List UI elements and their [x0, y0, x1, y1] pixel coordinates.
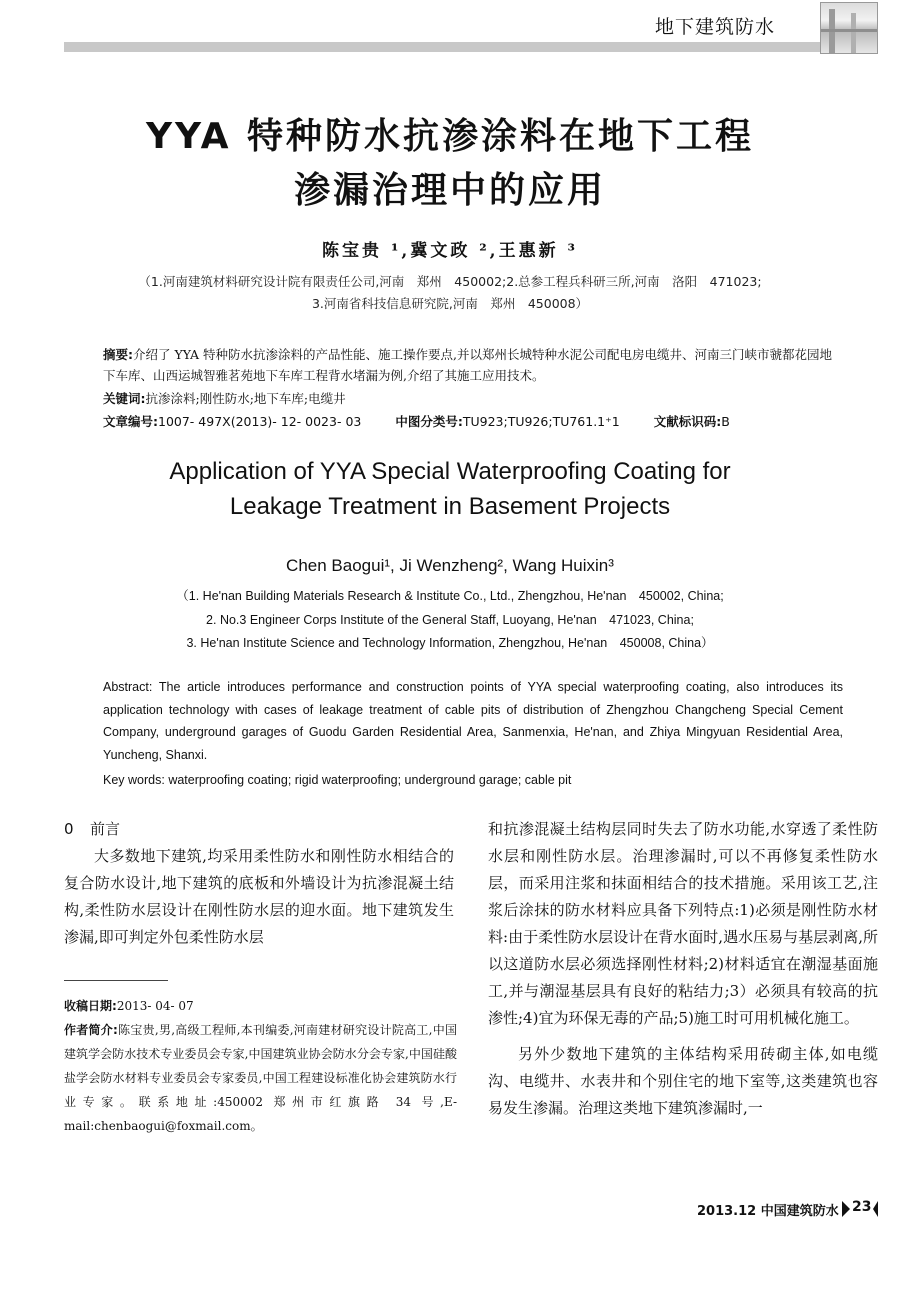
footer-arrow-end-icon	[873, 1201, 878, 1217]
affiliation-cn-line-1: （1.河南建筑材料研究设计院有限责任公司,河南 郑州 450002;2.总参工程兵科研三所,河南 洛阳 471023;	[138, 274, 762, 289]
clc-number: TU923;TU926;TU761.1⁺1	[462, 414, 620, 429]
received-label: 收稿日期:	[64, 999, 117, 1013]
body-paragraph: 另外少数地下建筑的主体结构采用砖砌主体,如电缆沟、电缆井、水表井和个别住宅的地下室等,这类建筑也容易发生渗漏。治理这类地下建筑渗漏时,一	[488, 1045, 878, 1117]
body-paragraph: 和抗渗混凝土结构层同时失去了防水功能,水穿透了柔性防水层和刚性防水层。治理渗漏时,可以不再修复柔性防水层，而采用注浆和抹面相结合的技术措施。采用该工艺,注浆后涂抹的防水材料应具备下列特点:1)必须是刚性防水材料:由于柔性防水层设计在背水面时,遇水压易与基层剥离,所以这道防水层必须选择刚性材料;2)材料适宜在潮湿基面施工,并与潮湿基层具有良好的粘结力;3）必须具有较高的抗渗性;4)宜为环保无毒的产品;5)施工时可用机械化施工。	[488, 820, 878, 1027]
section-heading	[64, 816, 454, 843]
affiliation-cn-line-2: 3.河南省科技信息研究院,河南 郑州 450008）	[311, 296, 589, 311]
abstract-en-label: Abstract:	[103, 680, 153, 694]
authors-en: Chen Baogui¹, Ji Wenzheng², Wang Huixin³	[286, 556, 614, 575]
footer-arrow-icon	[842, 1201, 850, 1217]
title-cn-line-1: YYA 特种防水抗渗涂料在地下工程	[145, 116, 755, 157]
footnote	[64, 994, 457, 1138]
keywords-en-label: Key words:	[103, 773, 165, 787]
body-paragraph: 大多数地下建筑,均采用柔性防水和刚性防水相结合的复合防水设计,地下建筑的底板和外墙设计为抗渗混凝土结构,柔性防水层设计在刚性防水层的迎水面。地下建筑发生渗漏,即可判定外包柔性防水层	[64, 847, 454, 946]
title-cn-line-2: 渗漏治理中的应用	[293, 170, 606, 211]
keywords-cn-label: 关键词:	[103, 391, 146, 406]
section-title: 前言	[90, 820, 121, 838]
abstract-cn	[103, 344, 843, 386]
header-rule	[64, 42, 820, 52]
title-en-line-2: Leakage Treatment in Basement Projects	[229, 493, 671, 520]
body-column-left	[64, 816, 454, 951]
affiliation-en-line-1: （1. He'nan Building Materials Research & Institute Co., Ltd., Zhengzhou, He'nan 450002, China;	[176, 589, 724, 603]
section-number: 0	[64, 820, 74, 838]
author-bio	[64, 1018, 457, 1138]
abstract-cn-label: 摘要:	[103, 347, 133, 362]
footer-issue: 2013.12 中国建筑防水	[697, 1204, 839, 1219]
keywords-cn-text: 抗渗涂料;刚性防水;地下车库;电缆井	[145, 391, 346, 406]
authors-cn: 陈宝贵 ¹,冀文政 ²,王惠新 ³	[322, 241, 578, 261]
abstract-en-text: The article introduces performance and construction points of YYA special waterproofing coating, also introduces its application technology with cases of leakage treatment of cable pits of distribution of Zhengzhou Changcheng Special Cement Company, underground garages of Guodu Garden Residential Area, Sanmenxia, He'nan, and Zhiya Mingyuan Residential Area, Yuncheng, Shanxi.	[103, 680, 843, 762]
article-no: 1007- 497X(2013)- 12- 0023- 03	[158, 414, 362, 429]
affiliation-en-line-2: 2. No.3 Engineer Corps Institute of the General Staff, Luoyang, He'nan 471023, China;	[206, 613, 694, 627]
page-number: 23	[852, 1199, 872, 1215]
abstract-en	[103, 676, 843, 766]
doc-code-label: 文献标识码:	[653, 414, 722, 429]
bio-label: 作者简介:	[64, 1023, 118, 1037]
clc-label: 中图分类号:	[395, 414, 463, 429]
keywords-en	[103, 769, 843, 792]
received-date	[64, 994, 457, 1018]
keywords-en-text: waterproofing coating; rigid waterproofing; underground garage; cable pit	[164, 773, 572, 787]
title-en-line-1: Application of YYA Special Waterproofing Coating for	[169, 458, 731, 485]
article-no-label: 文章编号:	[103, 414, 158, 429]
article-meta-cn	[103, 411, 843, 432]
header-building-photo	[820, 2, 878, 54]
received-value: 2013- 04- 07	[116, 999, 194, 1013]
journal-section-title: 地下建筑防水	[655, 16, 776, 38]
body-column-right	[488, 816, 878, 1122]
bio-text: 陈宝贵,男,高级工程师,本刊编委,河南建材研究设计院高工,中国建筑学会防水技术专业委员会专家,中国建筑业协会防水分会专家,中国硅酸盐学会防水材料专业委员会专家委员,中国工程建设标准化协会建筑防水行业专家。联系地址:450002 郑州市红旗路 34 号,E- mail:chenbaogui@foxmail.com。	[64, 1023, 457, 1133]
footnote-rule	[64, 980, 168, 981]
doc-code: B	[721, 414, 730, 429]
affiliation-en-line-3: 3. He'nan Institute Science and Technology Information, Zhengzhou, He'nan 450008, China）	[186, 636, 714, 650]
keywords-cn	[103, 388, 843, 409]
abstract-cn-text: 介绍了 YYA 特种防水抗渗涂料的产品性能、施工操作要点,并以郑州长城特种水泥公司配电房电缆井、河南三门峡市虢都花园地下车库、山西运城智雅茗苑地下车库工程背水堵漏为例,介绍了其施工应用技术。	[103, 347, 832, 383]
